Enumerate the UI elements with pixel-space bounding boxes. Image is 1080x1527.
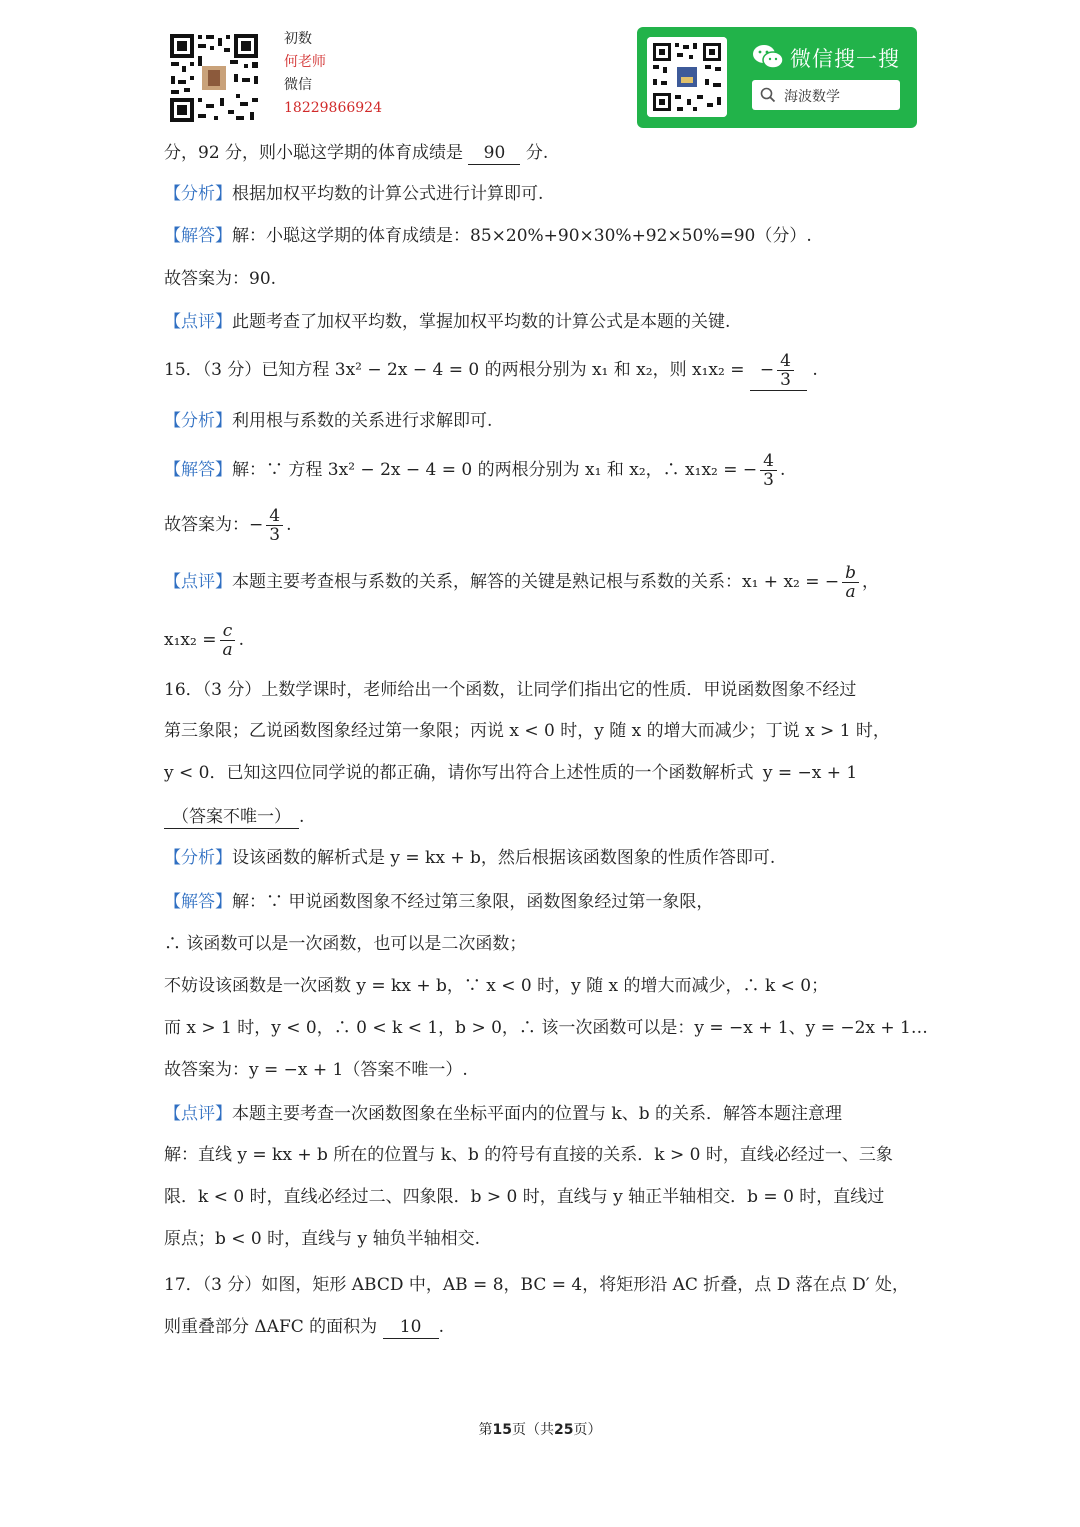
q14-solution-text: 解：小聪这学期的体育成绩是：85×20%+90×30%+92×50%=90（分）. — [232, 226, 812, 246]
q15-answer — [750, 350, 807, 391]
q16-comment-line2: 解：直线 y = kx + b 所在的位置与 k、b 的符号有直接的关系．k > 0 时，直线必经过一、三象 — [164, 1145, 893, 1165]
q16-stem-line2: 第三象限；乙说函数图象经过第一象限；丙说 x < 0 时，y 随 x 的增大而减少；丁说 x > 1 时， — [164, 721, 890, 741]
q15-final-fraction — [266, 507, 283, 544]
q17-stem-line2 — [164, 1316, 444, 1339]
q15-solution-post: . — [779, 460, 786, 480]
page-number — [0, 1419, 1080, 1439]
q16-analysis — [164, 847, 775, 869]
q15-stem-text: 15．（3 分）已知方程 3x² − 2x − 4 = 0 的两根分别为 x₁ 和 x₂，则 x₁x₂ = — [164, 360, 745, 380]
q15-answer-fraction — [777, 352, 794, 389]
q16-answer-part1: y = −x + 1 — [762, 763, 858, 783]
solution-tag: 【解答】 — [164, 892, 232, 912]
q14-line1-post: 分. — [525, 143, 549, 163]
q16-stem-line4 — [164, 806, 304, 829]
q15-comment-fraction-b-a — [842, 564, 859, 601]
page-current: 15 — [492, 1422, 512, 1438]
search-icon — [760, 87, 776, 103]
page-number-post: 页） — [573, 1422, 602, 1438]
teacher-name: 何老师 — [284, 54, 326, 70]
q16-solution-line4: 而 x > 1 时，y < 0，∴ 0 < k < 1，b > 0，∴ 该一次函数可以是：y = −x + 1、y = −2x + 1… — [164, 1018, 928, 1038]
q15-solution-text: 解：∵ 方程 3x² − 2x − 4 = 0 的两根分别为 x₁ 和 x₂，∴ x₁x₂ = − — [232, 460, 758, 480]
q14-solution — [164, 225, 812, 247]
q15-analysis-text: 利用根与系数的关系进行求解即可. — [232, 411, 493, 431]
comment-tag: 【点评】 — [164, 312, 232, 332]
q14-analysis-text: 根据加权平均数的计算公式进行计算即可. — [232, 184, 544, 204]
q16-analysis-text: 设该函数的解析式是 y = kx + b，然后根据该函数图象的性质作答即可. — [232, 848, 776, 868]
q16-solution-line1 — [164, 891, 713, 913]
q15-solution-fraction — [760, 452, 777, 489]
q15-final-denominator: 3 — [269, 525, 281, 545]
q15-comment-fraction-c-a — [219, 622, 235, 659]
q16-comment-text-1: 本题主要考查一次函数图象在坐标平面内的位置与 k、b 的关系．解答本题注意理 — [232, 1104, 842, 1124]
q17-stem-line2-post: . — [438, 1317, 444, 1337]
q15-final-answer — [164, 505, 291, 545]
q14-comment — [164, 311, 730, 333]
q15-comment-frac2-num: c — [220, 622, 236, 641]
q16-stem-line1: 16．（3 分）上数学课时，老师给出一个函数，让同学们指出它的性质．甲说函数图象不经过 — [164, 680, 857, 700]
wechat-logo-icon — [752, 44, 784, 70]
q15-comment-line2 — [164, 620, 244, 660]
q15-stem — [164, 350, 818, 391]
qr-code-right — [647, 37, 727, 117]
q16-final-answer: 故答案为：y = −x + 1（答案不唯一）. — [164, 1060, 468, 1080]
wechat-search-title: 微信搜一搜 — [790, 47, 900, 71]
q17-stem-line2-text: 则重叠部分 ΔAFC 的面积为 — [164, 1317, 378, 1337]
q16-solution-line2: ∴ 该函数可以是一次函数，也可以是二次函数； — [164, 934, 527, 954]
page-total: 25 — [554, 1422, 574, 1438]
q15-final-numerator: 4 — [266, 507, 283, 526]
q16-stem-line3 — [164, 762, 861, 784]
q17-stem-line1: 17．（3 分）如图，矩形 ABCD 中，AB = 8，BC = 4，将矩形沿 AC 折叠，点 D 落在点 D′ 处， — [164, 1275, 910, 1295]
teacher-contact — [284, 28, 382, 120]
q15-answer-numerator: 4 — [777, 352, 794, 371]
q14-comment-text: 此题考查了加权平均数，掌握加权平均数的计算公式是本题的关键. — [232, 312, 731, 332]
q15-solution-numerator: 4 — [760, 452, 777, 471]
wechat-search-term: 海波数学 — [784, 89, 840, 105]
solution-tag: 【解答】 — [164, 460, 232, 480]
q16-stem-line4-post: . — [299, 807, 305, 827]
analysis-tag: 【分析】 — [164, 848, 232, 868]
solution-tag: 【解答】 — [164, 226, 232, 246]
q17-answer: 10 — [383, 1316, 439, 1339]
analysis-tag: 【分析】 — [164, 411, 232, 431]
q15-answer-denominator: 3 — [780, 370, 791, 390]
q16-comment-line4: 原点；b < 0 时，直线与 y 轴负半轴相交. — [164, 1229, 480, 1249]
q15-final-post: . — [286, 515, 292, 535]
q15-comment-frac1-num: b — [842, 564, 859, 583]
q15-comment-mid: ， — [862, 572, 880, 592]
comment-tag: 【点评】 — [164, 1104, 232, 1124]
q15-stem-post: . — [812, 360, 818, 380]
q15-answer-sign: − — [759, 360, 775, 380]
q16-stem-line3-text: y < 0．已知这四位同学说的都正确，请你写出符合上述性质的一个函数解析式 — [164, 763, 754, 783]
q15-comment-text: 本题主要考查根与系数的关系，解答的关键是熟记根与系数的关系：x₁ + x₂ = − — [232, 572, 840, 592]
q15-comment-line2-post: . — [238, 630, 244, 650]
analysis-tag: 【分析】 — [164, 184, 232, 204]
q15-solution-denominator: 3 — [763, 470, 774, 490]
q15-comment-frac2-den: a — [222, 640, 233, 660]
q15-solution — [164, 450, 785, 490]
teacher-line-wechat: 微信 — [284, 77, 312, 93]
q16-solution-line3: 不妨设该函数是一次函数 y = kx + b，∵ x < 0 时，y 随 x 的增大而减少，∴ k < 0； — [164, 976, 829, 996]
teacher-phone: 18229866924 — [284, 100, 382, 116]
teacher-line-course: 初数 — [284, 31, 312, 47]
q15-comment-frac1-den: a — [845, 582, 856, 602]
page-number-mid: 页（共 — [512, 1422, 554, 1438]
q14-analysis — [164, 183, 543, 205]
q15-analysis — [164, 410, 492, 432]
q16-comment-line1 — [164, 1103, 842, 1125]
q14-final-answer: 故答案为：90. — [164, 269, 277, 289]
q14-answer: 90 — [468, 142, 520, 165]
q16-answer-part2: （答案不唯一） — [164, 806, 299, 829]
qr-code-left — [168, 32, 260, 124]
q14-line1-text: 分，92 分，则小聪这学期的体育成绩是 — [164, 143, 464, 163]
page-number-pre: 第 — [478, 1422, 493, 1438]
q15-comment-line2-text: x₁x₂ = — [164, 630, 217, 650]
q14-line1 — [164, 142, 548, 165]
q15-comment — [164, 562, 879, 602]
q15-final-text: 故答案为：− — [164, 515, 264, 535]
q16-solution-text-1: 解：∵ 甲说函数图象不经过第三象限，函数图象经过第一象限， — [232, 892, 714, 912]
comment-tag: 【点评】 — [164, 572, 232, 592]
q16-comment-line3: 限．k < 0 时，直线必经过二、四象限．b > 0 时，直线与 y 轴正半轴相交．b = 0 时，直线过 — [164, 1187, 885, 1207]
